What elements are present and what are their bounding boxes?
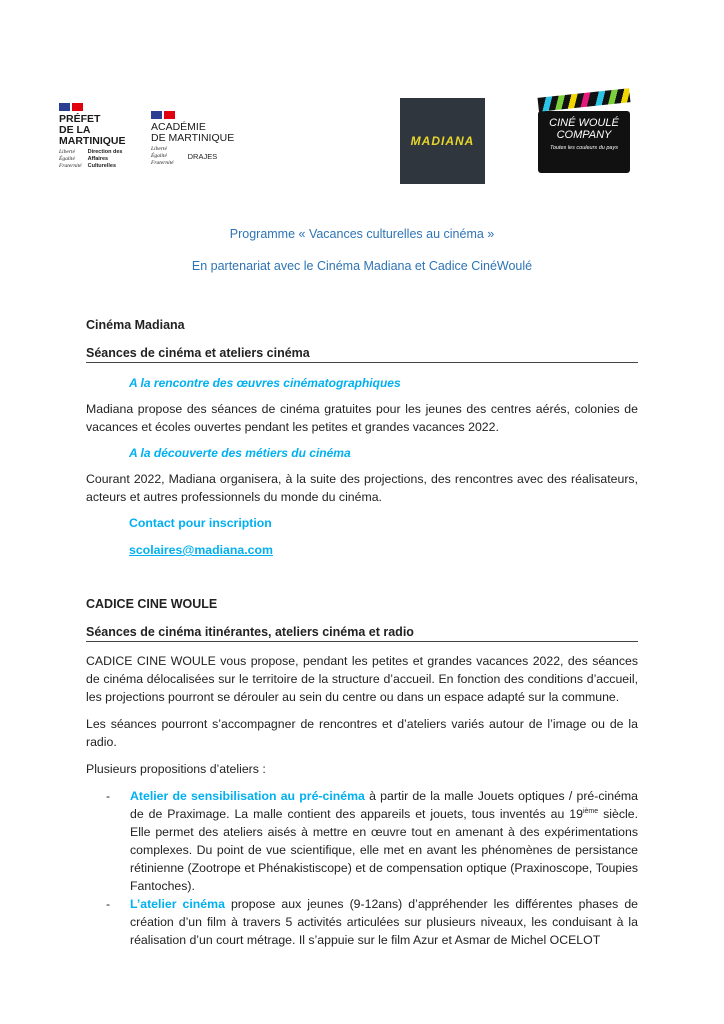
logo-text: CINÉ WOULÉ: [549, 117, 619, 129]
section-subheading: Séances de cinéma et ateliers cinéma: [86, 346, 310, 360]
dept: Culturelles: [87, 163, 117, 169]
divider: [86, 641, 638, 642]
logo-text: COMPANY: [556, 129, 612, 141]
paragraph: Les séances pourront s’accompagner de rencontres et d’ateliers variés autour de l’image ou de la radio.: [86, 717, 638, 749]
paragraph: Plusieurs propositions d’ateliers :: [86, 762, 266, 776]
list-item-text: à partir de la malle Jouets optiques / pré-cinéma de de Praximage. La malle contient des appareils et jouets, tous inventés au 19: [130, 789, 639, 821]
page-title: Programme « Vacances culturelles au cinéma »: [229, 227, 495, 241]
list-item-highlight: L’atelier cinéma: [130, 897, 225, 911]
paragraph: CADICE CINE WOULE vous propose, pendant les petites et grandes vacances 2022, des séances de cinéma délocalisées sur le territoire de la structure d’accueil. En fonction des conditions d’accueil, les projections pourront se dérouler au sein du centre ou dans un espace adapté sur la commune.: [86, 654, 638, 704]
section-heading: CADICE CINE WOULE: [86, 597, 218, 611]
logo-text: DE LA: [59, 124, 91, 136]
dept: Direction des: [87, 149, 123, 155]
paragraph: Courant 2022, Madiana organisera, à la suite des projections, des rencontres avec des réalisateurs, acteurs et autres professionnels du monde du cinéma.: [86, 472, 638, 504]
logo-tagline: Toutes les couleurs du pays: [550, 145, 618, 151]
subsection-title: A la rencontre des œuvres cinématographiques: [129, 376, 401, 390]
subsection-title: A la découverte des métiers du cinéma: [129, 446, 351, 460]
list-item-text: siècle. Elle permet des ateliers aisés à mettre en œuvre tout en amenant à des expérimentations complexes. Du point de vue scientifique, elle met en avant les phénomènes de persistance rétinienne (Zootrope et Phénakistiscope) et de compensation optique (Praxinoscope, Toupies Fantoches).: [130, 807, 638, 893]
page-subtitle: En partenariat avec le Cinéma Madiana et Cadice CinéWoulé: [191, 259, 533, 273]
dept: DRAJES: [187, 152, 218, 161]
list-item: - L’atelier cinéma propose aux jeunes (9-12ans) d’appréhender les différentes phases de création d’un film à travers 5 activités articulées sur plusieurs niveaux, les conduisant à la réalisation d’un court métrage. Il s’appuie sur le film Azur et Asmar de Michel OCELOT: [106, 897, 638, 947]
divider: [86, 362, 638, 363]
contact-label: Contact pour inscription: [129, 516, 272, 530]
dept: Affaires: [87, 156, 109, 162]
list-item-highlight: Atelier de sensibilisation au pré-cinéma: [130, 789, 365, 803]
list-item: - Atelier de sensibilisation au pré-cinéma à partir de la malle Jouets optiques / pré-cinéma de de Praximage. La malle contient des appareils et jouets, tous inventés au 19ième siècle. Elle permet des ateliers aisés à mettre en œuvre tout en amenant à des expérimentations complexes. Du point de vue scientifique, elle met en avant les phénomènes de persistance rétinienne (Zootrope et Phénakistiscope) et de compensation optique (Praxinoscope, Toupies Fantoches).: [106, 789, 639, 893]
logo-text: MADIANA: [410, 134, 475, 148]
logo-text: PRÉFET: [59, 113, 101, 125]
logo-text: DE MARTINIQUE: [151, 132, 235, 144]
motto: Fraternité: [151, 160, 174, 166]
section-subheading: Séances de cinéma itinérantes, ateliers cinéma et radio: [86, 625, 414, 639]
paragraph: Madiana propose des séances de cinéma gratuites pour les jeunes des centres aérés, colonies de vacances et écoles ouvertes pendant les petites et grandes vacances 2022.: [86, 402, 638, 434]
motto: Égalité: [151, 153, 167, 159]
motto: Égalité: [59, 156, 75, 162]
logo-text: MARTINIQUE: [59, 135, 126, 147]
superscript: ième: [582, 807, 599, 815]
logo-text: ACADÉMIE: [151, 121, 206, 133]
list-item-text: propose aux jeunes (9-12ans) d’appréhender les différentes phases de création d’un film à travers 5 activités articulées sur plusieurs niveaux, les conduisant à la réalisation d’un court métrage. Il s’appuie sur le film Azur et Asmar de Michel OCELOT: [130, 897, 638, 947]
motto: Liberté: [59, 149, 75, 155]
email-link[interactable]: scolaires@madiana.com: [129, 543, 273, 557]
motto: Fraternité: [59, 163, 82, 169]
motto: Liberté: [151, 146, 167, 152]
section-heading: Cinéma Madiana: [86, 318, 185, 332]
